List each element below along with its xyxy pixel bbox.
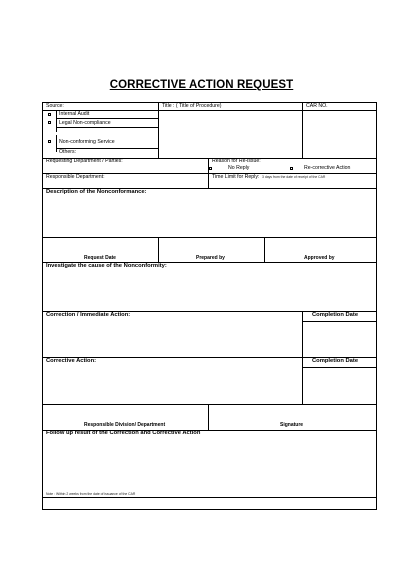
frame-bottom bbox=[42, 509, 377, 510]
page-title: CORRECTIVE ACTION REQUEST bbox=[109, 79, 294, 91]
prepared-by-label: Prepared by bbox=[196, 255, 225, 261]
reason-label: Reason for Re-issue: bbox=[212, 158, 261, 164]
responsible-dept-label: Responsible Department: bbox=[46, 174, 105, 180]
car-no-label: CAR NO. bbox=[306, 103, 328, 109]
internal-audit-checkbox[interactable] bbox=[48, 113, 51, 116]
source-item-nonconforming: Non-conforming Service bbox=[59, 139, 115, 145]
corrective-completion-label: Completion Date bbox=[312, 358, 359, 364]
no-reply-label: No Reply bbox=[228, 165, 250, 171]
description-label: Description of the Nonconformance: bbox=[46, 189, 147, 195]
followup-label: Follow up result of the Correction and Corrective Action bbox=[46, 430, 201, 436]
investigate-label: Investigate the cause of the Nonconformity: bbox=[46, 263, 167, 269]
source-item-others: Others: bbox=[59, 149, 77, 155]
corrective-action-label: Corrective Action: bbox=[46, 358, 97, 364]
source-item-internal-audit: Internal Audit bbox=[59, 111, 90, 117]
nonconforming-service-checkbox[interactable] bbox=[48, 140, 51, 143]
legal-noncompliance-checkbox[interactable] bbox=[48, 121, 51, 124]
no-reply-checkbox[interactable] bbox=[209, 167, 212, 170]
title-label: Title : ( Title of Procedure) bbox=[162, 103, 222, 109]
correction-label: Correction / Immediate Action: bbox=[46, 312, 131, 318]
signature-label: Signature bbox=[280, 422, 304, 428]
correction-completion-label: Completion Date bbox=[312, 312, 359, 318]
approved-by-label: Approved by bbox=[304, 255, 335, 261]
requesting-dept-label: Requesting Department / Parties: bbox=[46, 158, 123, 164]
frame-right bbox=[376, 102, 377, 510]
time-limit-label: Time Limit for Reply: bbox=[212, 174, 260, 180]
followup-note: Note : Within 2 weeks from the date of issuance of the CAR bbox=[46, 492, 136, 496]
request-date-label: Request Date bbox=[84, 255, 116, 261]
frame-left bbox=[42, 102, 43, 510]
time-limit-note: 3 days from the date of receipt of the CAR bbox=[262, 175, 326, 179]
source-item-legal: Legal Non-compliance bbox=[59, 120, 111, 126]
source-label: Source: bbox=[46, 103, 64, 109]
re-corrective-label: Re-corrective Action bbox=[304, 165, 351, 171]
re-corrective-checkbox[interactable] bbox=[290, 167, 293, 170]
responsible-division-label: Responsible Division/ Department bbox=[84, 422, 166, 428]
